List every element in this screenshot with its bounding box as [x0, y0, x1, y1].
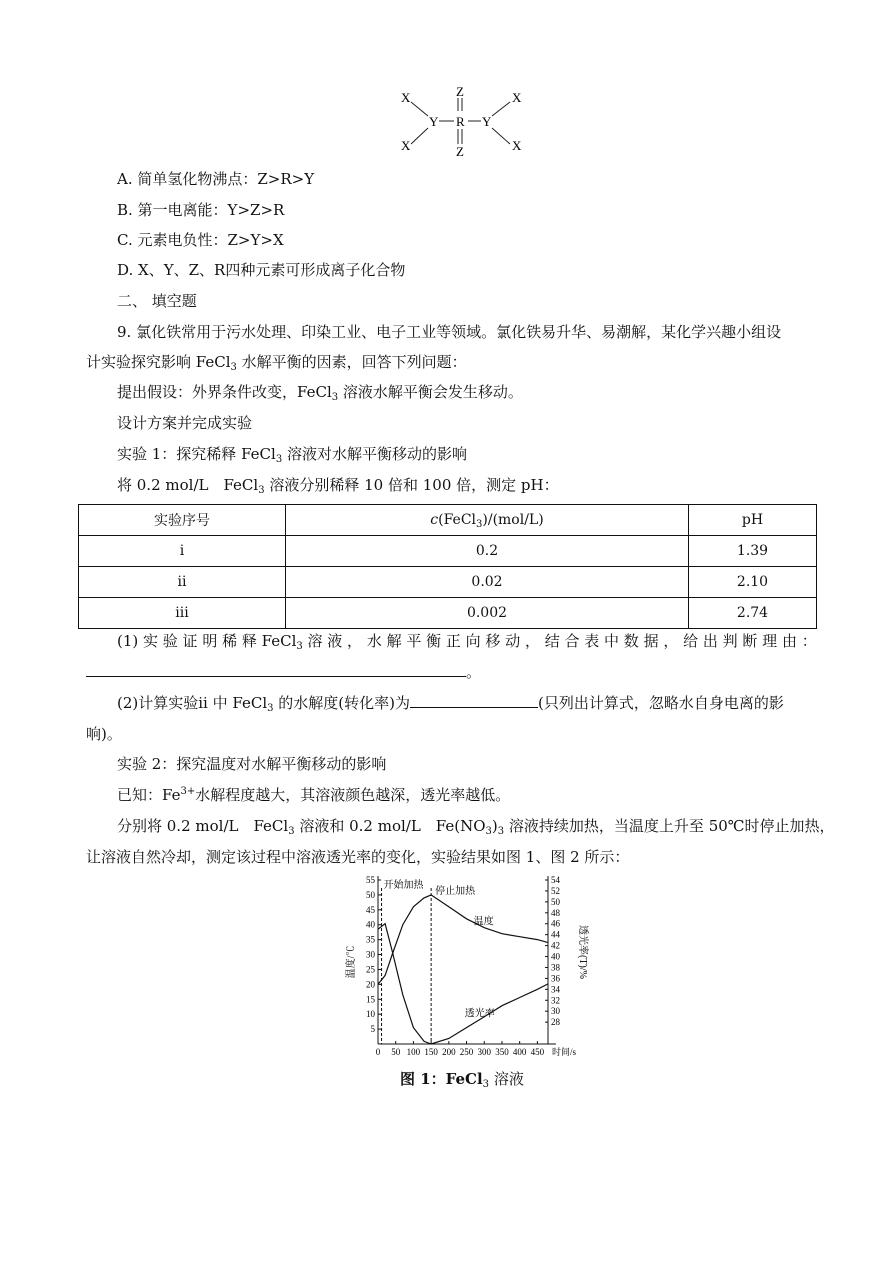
right-tick-label: 40 [551, 951, 560, 962]
known-info: 已知：$Fe^{3+}$水解程度越大，其溶液颜色越深，透光率越低。 [117, 786, 511, 804]
left-tick-label: 30 [366, 949, 375, 960]
left-tick-label: 40 [366, 919, 375, 930]
option-a: A. 简单氢化物沸点：Z>R>Y [117, 170, 315, 188]
exp2-title: 实验 2：探究温度对水解平衡移动的影响 [117, 755, 387, 773]
header-ph: pH [689, 505, 817, 536]
right-tick-label: 44 [551, 929, 560, 940]
right-axis-label: 透光率(T)/% [577, 925, 588, 979]
answer-blank-1[interactable] [86, 662, 466, 677]
x-tick-label: 300 [477, 1047, 491, 1057]
exp2-description-2: 让溶液自然冷却，测定该过程中溶液透光率的变化，实验结果如图 1、图 2 所示： [86, 848, 630, 866]
annotation-stop: 停止加热 [435, 886, 476, 897]
molecular-structure [395, 84, 535, 162]
x-tick-label: 400 [512, 1047, 527, 1057]
left-tick-label: 20 [366, 979, 375, 990]
right-tick-label: 54 [551, 875, 560, 885]
right-tick-label: 46 [551, 918, 560, 929]
right-tick-label: 38 [551, 962, 560, 973]
atom-y-right: Y [482, 114, 492, 129]
x-tick-label: 150 [424, 1047, 438, 1057]
series-label-transmittance: 透光率 [464, 1008, 495, 1020]
x-tick-label: 200 [442, 1047, 456, 1057]
atom-x-tr: X [512, 90, 522, 105]
cell-concentration: 0.2 [286, 536, 689, 567]
cell-concentration: 0.002 [286, 598, 689, 629]
atom-y-left: Y [429, 114, 439, 129]
right-tick-label: 50 [551, 896, 560, 907]
sub-question-1: (1) 实 验 证 明 稀 释 FeCl$_3$ 溶 液 ， 水 解 平 衡 正 向 移 动 ， 结 合 表 中 数 据 ， 给 出 判 断 理 由 ： [117, 632, 817, 652]
left-tick-label: 35 [366, 934, 375, 945]
right-tick-label: 42 [551, 940, 560, 951]
annotation-start: 开始加热 [383, 880, 424, 891]
series-line-0 [378, 895, 548, 985]
atom-x-br: X [512, 138, 522, 153]
left-tick-label: 55 [366, 875, 375, 885]
q9-intro-line2: 计实验探究影响 FeCl$_3$ 水解平衡的因素，回答下列问题： [86, 353, 467, 373]
x-tick-label: 450 [530, 1047, 545, 1057]
atom-x-bl: X [401, 138, 411, 153]
option-c: C. 元素电负性：Z>Y>X [117, 231, 284, 249]
atom-z-top: Z [456, 84, 464, 99]
q9-intro-line1: 9. 氯化铁常用于污水处理、印染工业、电子工业等领域。氯化铁易升华、易潮解，某化学兴趣小组设 [117, 323, 782, 341]
table-row [79, 598, 817, 629]
x-tick-label: 0 [375, 1047, 381, 1057]
fecl3-chart [340, 872, 590, 1062]
figure-caption: 图 1：FeCl$_3$ 溶液 [400, 1070, 524, 1090]
option-d: D. X、Y、Z、R四种元素可形成离子化合物 [117, 261, 406, 279]
left-axis-label: 温度/℃ [346, 945, 357, 979]
right-tick-label: 28 [551, 1017, 560, 1028]
q9-hypothesis: 提出假设：外界条件改变，FeCl$_3$ 溶液水解平衡会发生移动。 [117, 383, 523, 403]
x-tick-label: 350 [495, 1047, 509, 1057]
exp1-description: 将 0.2 mol/L FeCl$_3$ 溶液分别稀释 10 倍和 100 倍，测定 pH： [117, 476, 559, 496]
exp1-title: 实验 1：探究稀释 FeCl$_3$ 溶液对水解平衡移动的影响 [117, 445, 467, 465]
atom-r: R [456, 114, 465, 129]
ph-table [78, 504, 817, 629]
right-tick-label: 34 [551, 984, 560, 995]
x-tick-label: 50 [391, 1047, 401, 1057]
header-concentration: c(FeCl$_3$)/(mol/L) [286, 505, 689, 536]
q9-design: 设计方案并完成实验 [117, 414, 253, 432]
table-row [79, 536, 817, 567]
cell-ph: 1.39 [689, 536, 817, 567]
table-header-row [79, 505, 817, 536]
cell-concentration: 0.02 [286, 567, 689, 598]
right-tick-label: 32 [551, 995, 560, 1006]
series-label-temperature: 温度 [473, 916, 494, 928]
cell-ph: 2.10 [689, 567, 817, 598]
sub-question-1-answer: 。 [86, 662, 481, 682]
left-tick-label: 15 [366, 994, 375, 1005]
exp2-description-1: 分别将 0.2 mol/L FeCl$_3$ 溶液和 0.2 mol/L $Fe(NO_3)_3$ 溶液持续加热，当温度上升至 50℃时停止加热， [117, 817, 835, 837]
right-tick-label: 48 [551, 907, 560, 918]
left-tick-label: 5 [370, 1024, 375, 1035]
answer-blank-2[interactable] [410, 693, 538, 708]
left-tick-label: 10 [366, 1009, 375, 1020]
cell-index: i [79, 536, 286, 567]
x-tick-label: 250 [459, 1047, 474, 1057]
right-tick-label: 30 [551, 1006, 560, 1017]
left-tick-label: 45 [366, 904, 375, 915]
section-heading: 二、 填空题 [117, 292, 197, 310]
cell-index: iii [79, 598, 286, 629]
x-axis-label: 时间/s [552, 1047, 577, 1057]
left-tick-label: 50 [366, 889, 375, 900]
right-tick-label: 52 [551, 885, 560, 896]
atom-z-bottom: Z [456, 144, 464, 159]
x-tick-label: 100 [406, 1047, 421, 1057]
cell-ph: 2.74 [689, 598, 817, 629]
option-b: B. 第一电离能：Y>Z>R [117, 201, 285, 219]
sub-question-2: (2)计算实验ii 中 FeCl$_3$ 的水解度(转化率)为 (只列出计算式，忽略水自身电离的影 [117, 694, 784, 714]
header-index: 实验序号 [79, 505, 286, 536]
left-tick-label: 25 [366, 964, 375, 975]
table-row [79, 567, 817, 598]
right-tick-label: 36 [551, 973, 560, 984]
sub-question-2-cont: 响)。 [86, 725, 122, 743]
series-line-1 [378, 924, 548, 1044]
cell-index: ii [79, 567, 286, 598]
atom-x-tl: X [401, 90, 411, 105]
